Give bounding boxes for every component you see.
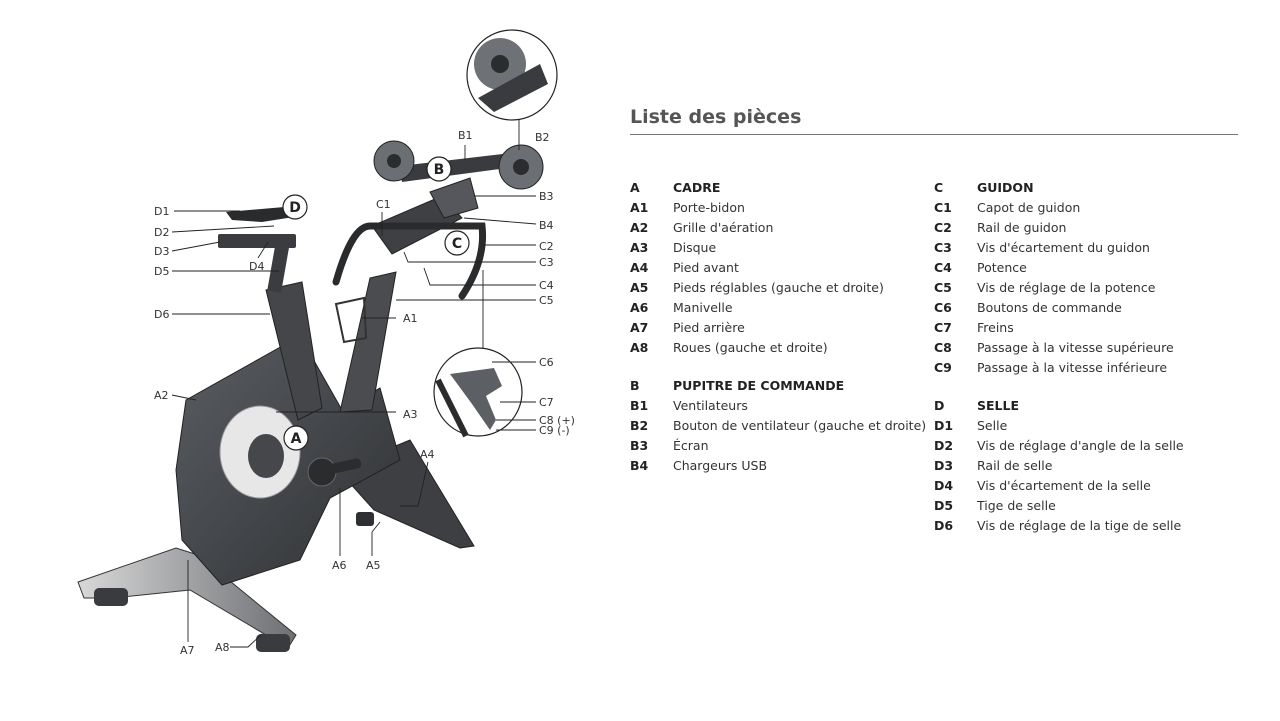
part-label: Roues (gauche et droite) — [673, 340, 828, 355]
label-d5: D5 — [154, 265, 170, 278]
part-row-a1 — [630, 200, 930, 220]
part-label: Passage à la vitesse inférieure — [977, 360, 1168, 375]
part-row-a2 — [630, 220, 930, 240]
label-b1: B1 — [458, 129, 473, 142]
label-c7: C7 — [539, 396, 554, 409]
callout-a — [284, 426, 308, 450]
part-row-b4 — [630, 458, 930, 478]
parts-group-d — [934, 398, 1244, 538]
part-row-a3 — [630, 240, 930, 260]
parts-column-left — [630, 180, 930, 496]
group-header — [934, 398, 1244, 418]
part-code: B1 — [630, 398, 649, 413]
part-label: Porte-bidon — [673, 200, 745, 215]
part-row-c3 — [934, 240, 1244, 260]
part-row-a5 — [630, 280, 930, 300]
part-label: Vis de réglage de la tige de selle — [977, 518, 1182, 533]
part-row-c9 — [934, 360, 1244, 380]
group-header — [630, 378, 930, 398]
part-code: A1 — [630, 200, 649, 215]
label-a4: A4 — [420, 448, 435, 461]
part-code: D4 — [934, 478, 954, 493]
part-row-c1 — [934, 200, 1244, 220]
part-row-d2 — [934, 438, 1244, 458]
part-label: Passage à la vitesse supérieure — [977, 340, 1174, 355]
label-c3: C3 — [539, 256, 554, 269]
label-b3: B3 — [539, 190, 554, 203]
group-code: C — [934, 180, 944, 195]
part-row-b2 — [630, 418, 930, 438]
part-label: Potence — [977, 260, 1027, 275]
svg-text:A: A — [290, 431, 302, 447]
group-code: A — [630, 180, 640, 195]
part-label: Capot de guidon — [977, 200, 1081, 215]
part-row-a7 — [630, 320, 930, 340]
label-a5: A5 — [366, 559, 381, 572]
part-label: Manivelle — [673, 300, 733, 315]
title-divider — [630, 134, 1238, 135]
part-code: A7 — [630, 320, 649, 335]
part-row-d4 — [934, 478, 1244, 498]
part-code: D6 — [934, 518, 954, 533]
fan-right-center — [513, 159, 529, 175]
callout-c — [445, 231, 469, 255]
rear-wheel-left — [94, 588, 128, 606]
svg-text:B: B — [433, 162, 445, 178]
part-label: Vis d'écartement de la selle — [977, 478, 1151, 493]
group-code: D — [934, 398, 945, 413]
label-d3: D3 — [154, 245, 170, 258]
label-d2: D2 — [154, 226, 170, 239]
part-label: Selle — [977, 418, 1008, 433]
part-row-a8 — [630, 340, 930, 360]
part-code: A2 — [630, 220, 649, 235]
label-a8: A8 — [215, 641, 230, 654]
label-a3: A3 — [403, 408, 418, 421]
part-label: Vis de réglage d'angle de la selle — [977, 438, 1184, 453]
fan-left-center — [387, 154, 401, 168]
label-a7: A7 — [180, 644, 195, 657]
part-label: Bouton de ventilateur (gauche et droite) — [673, 418, 927, 433]
part-label: Boutons de commande — [977, 300, 1122, 315]
label-c6: C6 — [539, 356, 554, 369]
part-code: A4 — [630, 260, 649, 275]
parts-group-b — [630, 378, 930, 478]
group-header — [934, 180, 1244, 200]
part-label: Pied avant — [673, 260, 739, 275]
label-d1: D1 — [154, 205, 170, 218]
part-row-c6 — [934, 300, 1244, 320]
part-row-d6 — [934, 518, 1244, 538]
part-code: C3 — [934, 240, 952, 255]
part-label: Ventilateurs — [673, 398, 748, 413]
part-row-b1 — [630, 398, 930, 418]
detail-fan-center — [491, 55, 509, 73]
callout-b — [427, 157, 451, 181]
part-code: C8 — [934, 340, 952, 355]
disc-hub — [248, 434, 284, 478]
label-c2: C2 — [539, 240, 554, 253]
adjustable-foot — [356, 512, 374, 526]
group-header — [630, 180, 930, 200]
part-code: C7 — [934, 320, 952, 335]
part-row-d3 — [934, 458, 1244, 478]
part-code: D2 — [934, 438, 954, 453]
part-code: C1 — [934, 200, 952, 215]
part-label: Rail de selle — [977, 458, 1053, 473]
part-code: A5 — [630, 280, 649, 295]
group-name: CADRE — [673, 180, 721, 195]
group-name: PUPITRE DE COMMANDE — [673, 378, 845, 393]
part-code: C2 — [934, 220, 952, 235]
part-row-c7 — [934, 320, 1244, 340]
part-label: Freins — [977, 320, 1014, 335]
part-code: D5 — [934, 498, 954, 513]
label-c4: C4 — [539, 279, 554, 292]
saddle-rail — [218, 234, 296, 248]
part-code: B3 — [630, 438, 649, 453]
label-d4: D4 — [249, 260, 265, 273]
part-code: C4 — [934, 260, 952, 275]
part-label: Rail de guidon — [977, 220, 1067, 235]
part-label: Chargeurs USB — [673, 458, 768, 473]
part-code: D1 — [934, 418, 954, 433]
part-code: A8 — [630, 340, 649, 355]
part-label: Tige de selle — [977, 498, 1056, 513]
rear-wheel-right — [256, 634, 290, 652]
part-row-d1 — [934, 418, 1244, 438]
part-row-c2 — [934, 220, 1244, 240]
parts-group-a — [630, 180, 930, 360]
part-row-c4 — [934, 260, 1244, 280]
part-code: B2 — [630, 418, 649, 433]
svg-text:C: C — [451, 236, 463, 252]
group-name: GUIDON — [977, 180, 1034, 195]
part-code: C9 — [934, 360, 952, 375]
part-label: Pieds réglables (gauche et droite) — [673, 280, 884, 295]
part-code: C5 — [934, 280, 952, 295]
label-a1: A1 — [403, 312, 418, 325]
label-c8: C8 (+) — [539, 414, 575, 427]
part-label: Écran — [673, 438, 709, 453]
part-row-a4 — [630, 260, 930, 280]
part-row-d5 — [934, 498, 1244, 518]
part-label: Grille d'aération — [673, 220, 774, 235]
parts-group-c — [934, 180, 1244, 380]
label-c1: C1 — [376, 198, 391, 211]
page-title: Liste des pièces — [630, 106, 802, 128]
part-code: B4 — [630, 458, 649, 473]
part-label: Disque — [673, 240, 717, 255]
part-code: A6 — [630, 300, 649, 315]
part-row-a6 — [630, 300, 930, 320]
part-code: A3 — [630, 240, 649, 255]
part-row-c8 — [934, 340, 1244, 360]
part-row-b3 — [630, 438, 930, 458]
label-d6: D6 — [154, 308, 170, 321]
label-b4: B4 — [539, 219, 554, 232]
label-c9: C9 (-) — [539, 424, 570, 437]
callout-d — [283, 195, 307, 219]
part-row-c5 — [934, 280, 1244, 300]
trainer-diagram — [0, 0, 620, 721]
group-name: SELLE — [977, 398, 1020, 413]
label-b2: B2 — [535, 131, 550, 144]
label-c5: C5 — [539, 294, 554, 307]
part-code: D3 — [934, 458, 954, 473]
label-a2: A2 — [154, 389, 169, 402]
part-label: Pied arrière — [673, 320, 745, 335]
part-label: Vis de réglage de la potence — [977, 280, 1156, 295]
parts-column-right — [934, 180, 1244, 556]
part-code: C6 — [934, 300, 952, 315]
label-a6: A6 — [332, 559, 347, 572]
group-code: B — [630, 378, 640, 393]
svg-text:D: D — [289, 200, 301, 216]
part-label: Vis d'écartement du guidon — [977, 240, 1150, 255]
